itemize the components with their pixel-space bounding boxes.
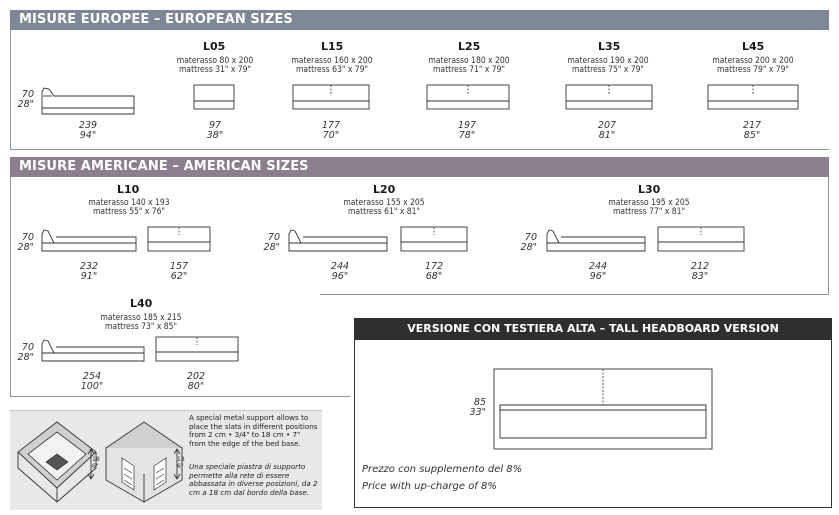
mattress-metric: materasso 190 x 200 [567,56,649,66]
bed-front-view [292,84,372,114]
tall-headboard-bed-front-view [493,368,715,452]
model-spec [74,199,184,217]
bed-front-view [426,84,512,114]
width-cm: 207 [597,120,617,131]
model-length [320,262,360,282]
height-cm: 70 [21,232,34,243]
slat-support-text-it: Una speciale piastra di supporto permette alla rete di essere abbassata in diverse posizioni, da 2 cm a 18 cm dal bordo della base. [189,462,318,497]
tall-price-note-en: Price with up-charge of 8% [362,481,497,492]
eu-side-height [14,90,34,110]
height-in: 28" [520,242,537,253]
bed-side-profile [40,337,148,367]
length-cm: 244 [330,261,350,272]
length-in: 96" [331,271,349,282]
width-in: 62" [170,271,188,282]
height-in: 28" [263,242,280,253]
height-in: 28" [17,242,34,253]
eu-side-bed-profile [40,86,136,116]
model-width [447,121,487,141]
length-in: 94" [79,130,97,141]
model-spec [697,57,809,75]
mattress-metric: materasso 195 x 205 [608,198,690,208]
width-cm: 197 [457,120,477,131]
tall-price-note-it: Prezzo con supplemento del 8% [362,464,523,475]
mattress-imperial: mattress 63" x 79" [295,65,369,75]
model-code: L30 [638,183,661,196]
width-cm: 172 [424,261,444,272]
model-code: L35 [598,40,621,53]
mattress-imperial: mattress 61" x 81" [347,207,421,217]
width-in: 70" [322,130,340,141]
mattress-metric: materasso 185 x 215 [100,313,182,323]
model-code: L20 [373,183,396,196]
length-cm: 239 [78,120,98,131]
model-spec [161,57,269,75]
range-in: 6" [92,463,99,470]
model-spec [85,314,197,332]
model-width [732,121,772,141]
length-in: 100" [80,381,104,392]
american-sizes-header: MISURE AMERICANE – AMERICAN SIZES [10,157,829,177]
height-in: 28" [17,352,34,363]
width-cm: 97 [208,120,222,131]
mattress-imperial: mattress 31" x 79" [178,65,252,75]
model-width [176,372,216,392]
height-in: 28" [17,99,34,110]
height-cm: 70 [524,232,537,243]
width-in: 38" [206,130,224,141]
length-in: 96" [589,271,607,282]
bed-side-profile [287,227,391,257]
model-height [14,343,34,363]
model-spec [328,199,440,217]
width-cm: 212 [690,261,710,272]
model-code: L45 [742,40,765,53]
american-sizes-frame-step [320,295,350,397]
model-width [680,262,720,282]
width-in: 81" [598,130,616,141]
range-cm: 18 [177,456,185,463]
bed-front-view [147,226,213,256]
width-cm: 177 [321,120,341,131]
bed-side-profile [40,227,140,257]
model-height [517,233,537,253]
mattress-metric: materasso 80 x 200 [176,56,254,66]
model-spec [277,57,387,75]
mattress-metric: materasso 155 x 205 [343,198,425,208]
width-in: 78" [458,130,476,141]
length-cm: 254 [82,371,102,382]
length-cm: 244 [588,261,608,272]
model-width [159,262,199,282]
width-cm: 157 [169,261,189,272]
mattress-metric: materasso 140 x 193 [88,198,170,208]
tall-height [462,398,486,418]
mattress-metric: materasso 200 x 200 [712,56,794,66]
bed-side-profile [545,227,649,257]
model-code: L10 [117,183,140,196]
height-cm: 85 [473,397,486,408]
model-spec [413,57,525,75]
width-in: 85" [743,130,761,141]
bed-front-view [707,84,801,114]
tall-headboard-header: VERSIONE CON TESTIERA ALTA – TALL HEADBOARD VERSION [354,318,832,340]
mattress-metric: materasso 160 x 200 [291,56,373,66]
mattress-imperial: mattress 71" x 79" [432,65,506,75]
adjust-range-left [92,456,100,470]
model-code: L15 [321,40,344,53]
model-code: L25 [458,40,481,53]
model-width [587,121,627,141]
length-in: 91" [80,271,98,282]
range-in: 6" [177,463,184,470]
model-height [14,233,34,253]
height-in: 33" [469,407,486,418]
model-length [69,262,109,282]
range-cm: 18 [92,456,100,463]
model-spec [552,57,664,75]
model-length [578,262,618,282]
bed-front-view [400,226,470,256]
model-width [195,121,235,141]
bed-front-view [155,336,241,366]
width-cm: 202 [186,371,206,382]
width-in: 80" [187,381,205,392]
width-in: 83" [691,271,709,282]
model-width [414,262,454,282]
mattress-metric: materasso 180 x 200 [428,56,510,66]
bed-front-view [565,84,655,114]
model-length [72,372,112,392]
mattress-imperial: mattress 79" x 79" [716,65,790,75]
slat-support-text-en: A special metal support allows to place the slats in different positions from 2 cm • 3/4" to 18 cm • 7" from the edge of the bed base. [189,413,318,448]
mattress-imperial: mattress 55" x 76" [92,207,166,217]
height-cm: 70 [267,232,280,243]
model-width [311,121,351,141]
length-cm: 232 [79,261,99,272]
european-sizes-header: MISURE EUROPEE – EUROPEAN SIZES [10,10,829,30]
model-code: L40 [130,297,153,310]
model-spec [593,199,705,217]
model-code: L05 [203,40,226,53]
eu-side-length [68,121,108,141]
height-cm: 70 [21,342,34,353]
adjust-range-right [177,456,185,470]
mattress-imperial: mattress 77" x 81" [612,207,686,217]
bed-front-view [193,84,237,114]
width-cm: 217 [742,120,762,131]
bed-front-view [657,226,747,256]
model-height [260,233,280,253]
mattress-imperial: mattress 73" x 85" [104,322,178,332]
mattress-imperial: mattress 75" x 79" [571,65,645,75]
width-in: 68" [425,271,443,282]
height-cm: 70 [21,89,34,100]
